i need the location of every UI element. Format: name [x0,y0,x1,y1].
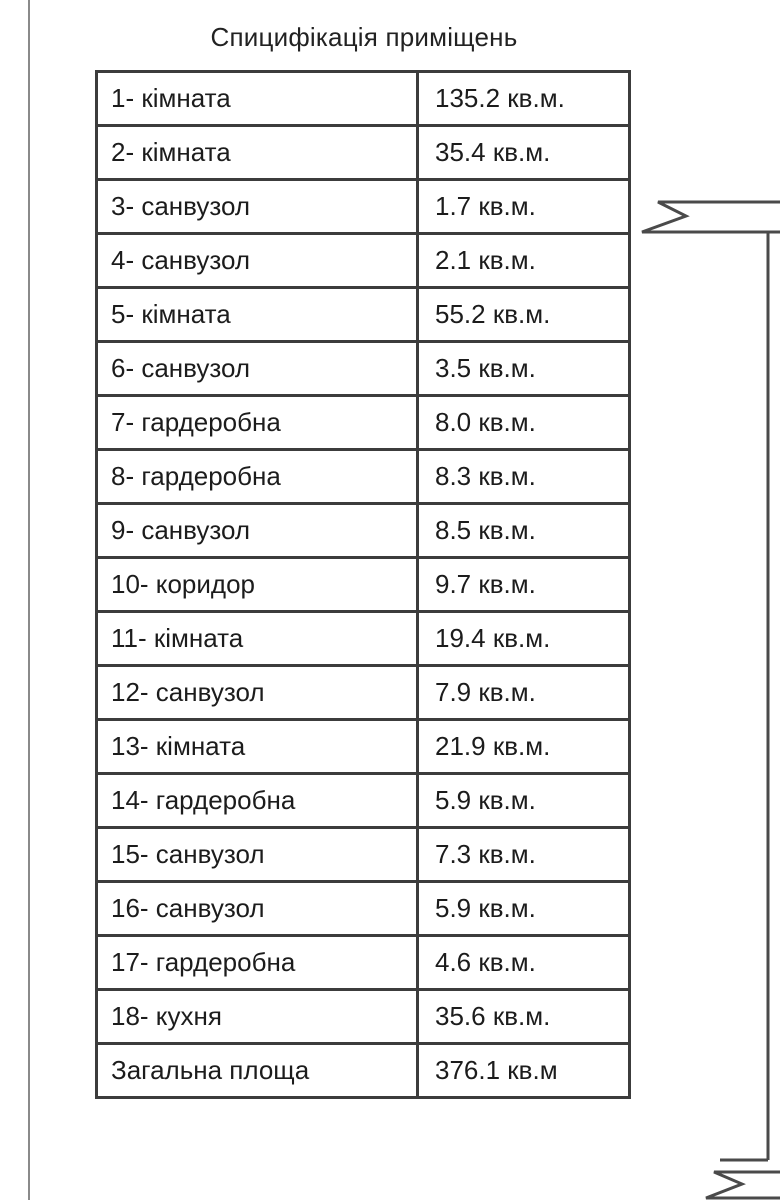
room-name-cell: 17- гардеробна [97,936,418,990]
spec-title: Спицифікація приміщень [210,22,518,52]
room-area-cell: 8.0 кв.м. [418,396,630,450]
room-area-cell: 4.6 кв.м. [418,936,630,990]
room-area-cell: 8.3 кв.м. [418,450,630,504]
room-name-cell: 4- санвузол [97,234,418,288]
room-name-cell: 3- санвузол [97,180,418,234]
room-name-cell: 16- санвузол [97,882,418,936]
room-area-cell: 3.5 кв.м. [418,342,630,396]
room-name-cell: 9- санвузол [97,504,418,558]
room-area-cell: 7.3 кв.м. [418,828,630,882]
room-area-cell: 35.4 кв.м. [418,126,630,180]
room-name-cell: 18- кухня [97,990,418,1044]
room-name-cell: 8- гардеробна [97,450,418,504]
room-area-cell: 55.2 кв.м. [418,288,630,342]
room-name-cell: 5- кімната [97,288,418,342]
room-area-cell: 8.5 кв.м. [418,504,630,558]
room-name-cell: 15- санвузол [97,828,418,882]
room-area-cell: 5.9 кв.м. [418,774,630,828]
break-mark-top [642,202,780,232]
room-area-cell: 5.9 кв.м. [418,882,630,936]
room-name-cell: 6- санвузол [97,342,418,396]
room-name-cell: 13- кімната [97,720,418,774]
room-name-cell: 14- гардеробна [97,774,418,828]
room-name-cell: 7- гардеробна [97,396,418,450]
room-name-cell: 10- коридор [97,558,418,612]
room-area-cell: 21.9 кв.м. [418,720,630,774]
room-name-cell: 12- санвузол [97,666,418,720]
total-label-cell: Загальна площа [97,1044,418,1098]
room-area-cell: 135.2 кв.м. [418,72,630,126]
break-mark-bottom [706,1172,780,1198]
room-area-cell: 35.6 кв.м. [418,990,630,1044]
room-name-cell: 1- кімната [97,72,418,126]
total-value-cell: 376.1 кв.м [418,1044,630,1098]
room-area-cell: 19.4 кв.м. [418,612,630,666]
room-name-cell: 2- кімната [97,126,418,180]
room-area-cell: 2.1 кв.м. [418,234,630,288]
room-area-cell: 1.7 кв.м. [418,180,630,234]
room-name-cell: 11- кімната [97,612,418,666]
room-area-cell: 9.7 кв.м. [418,558,630,612]
room-area-cell: 7.9 кв.м. [418,666,630,720]
